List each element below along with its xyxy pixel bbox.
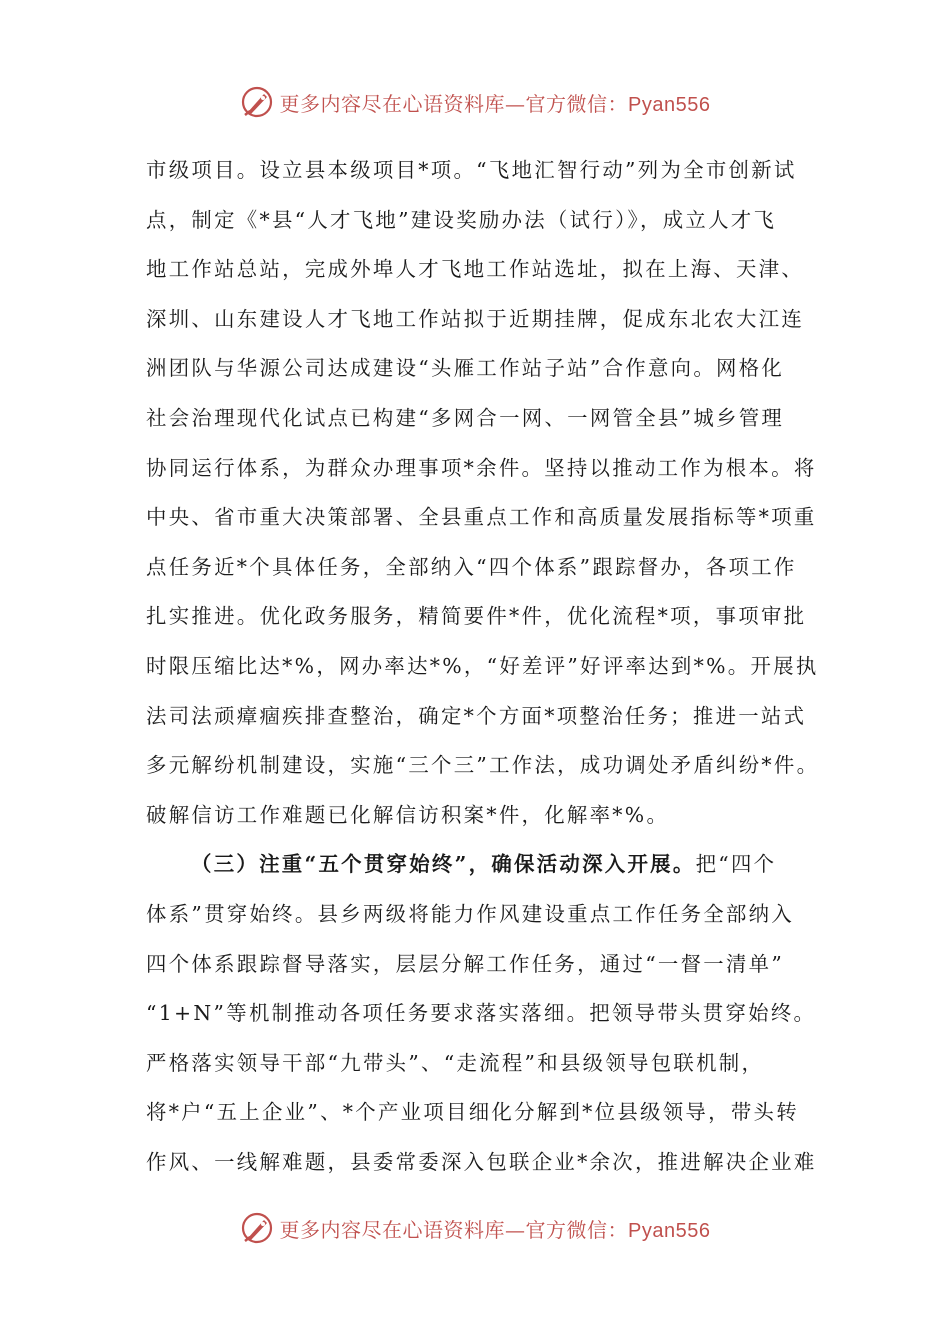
paragraph-line: 法司法顽瘴痼疾排查整治，确定*个方面*项整治任务；推进一站式 xyxy=(146,703,807,728)
footer-watermark xyxy=(0,1208,950,1248)
watermark-text xyxy=(280,88,711,117)
watermark-label: 更多内容尽在心语资料库—官方微信： xyxy=(279,91,629,116)
paragraph-line: 地工作站总站，完成外埠人才飞地工作站选址，拟在上海、天津、 xyxy=(146,257,805,282)
section-heading-line xyxy=(146,840,810,890)
paragraph-line: 扎实推进。优化政务服务，精简要件*件，优化流程*项，事项审批 xyxy=(146,604,807,629)
pen-seal-logo-icon xyxy=(240,1211,274,1245)
paragraph-line: 多元解纷机制建设，实施“三个三”工作法，成功调处矛盾纠纷*件。 xyxy=(146,753,820,778)
paragraph-line: 点，制定《*县“人才飞地”建设奖励办法（试行）》，成立人才飞 xyxy=(146,207,777,232)
paragraph-line: 体系”贯穿始终。县乡两级将能力作风建设重点工作任务全部纳入 xyxy=(146,901,795,926)
paragraph-line: 社会治理现代化试点已构建“多网合一网、一网管全县”城乡管理 xyxy=(146,405,785,430)
paragraph-line: 市级项目。设立县本级项目*项。“飞地汇智行动”列为全市创新试 xyxy=(146,158,797,182)
paragraph-line: 将*户“五上企业”、*个产业项目细化分解到*位县级领导，带头转 xyxy=(146,1100,799,1125)
section-heading: （三）注重“五个贯穿始终”，确保活动深入开展。 xyxy=(191,852,696,877)
paragraph-line: 中央、省市重大决策部署、全县重点工作和高质量发展指标等*项重 xyxy=(146,505,817,530)
section-heading-continuation: 把“四个 xyxy=(695,852,777,877)
watermark-wechat-id: Pyan556 xyxy=(628,1219,711,1242)
watermark-label: 更多内容尽在心语资料库—官方微信： xyxy=(279,1217,629,1242)
pen-seal-logo-icon xyxy=(240,85,274,119)
paragraph-line: 深圳、山东建设人才飞地工作站拟于近期挂牌，促成东北农大江连 xyxy=(146,306,805,331)
paragraph-line: 点任务近*个具体任务，全部纳入“四个体系”跟踪督办，各项工作 xyxy=(146,554,797,579)
paragraph-line: 严格落实领导干部“九带头”、“走流程”和县级领导包联机制， xyxy=(146,1050,765,1075)
paragraph-line: 破解信访工作难题已化解信访积案*件，化解率*%。 xyxy=(146,802,670,827)
paragraph-line: “1+N”等机制推动各项任务要求落实落细。把领导带头贯穿始终。 xyxy=(146,1001,817,1026)
watermark-wechat-id: Pyan556 xyxy=(628,93,711,116)
paragraph-line: 洲团队与华源公司达成建设“头雁工作站子站”合作意向。网格化 xyxy=(146,356,785,381)
watermark-text xyxy=(280,1214,711,1243)
paragraph-line: 作风、一线解难题，县委常委深入包联企业*余次，推进解决企业难 xyxy=(146,1149,817,1174)
document-body xyxy=(146,146,820,1187)
header-watermark xyxy=(0,82,950,122)
paragraph-line: 时限压缩比达*%，网办率达*%，“好差评”好评率达到*%。开展执 xyxy=(146,653,819,678)
paragraph-line: 协同运行体系，为群众办理事项*余件。坚持以推动工作为根本。将 xyxy=(146,455,817,480)
paragraph-line: 四个体系跟踪督导落实，层层分解工作任务，通过“一督一清单” xyxy=(146,951,785,976)
